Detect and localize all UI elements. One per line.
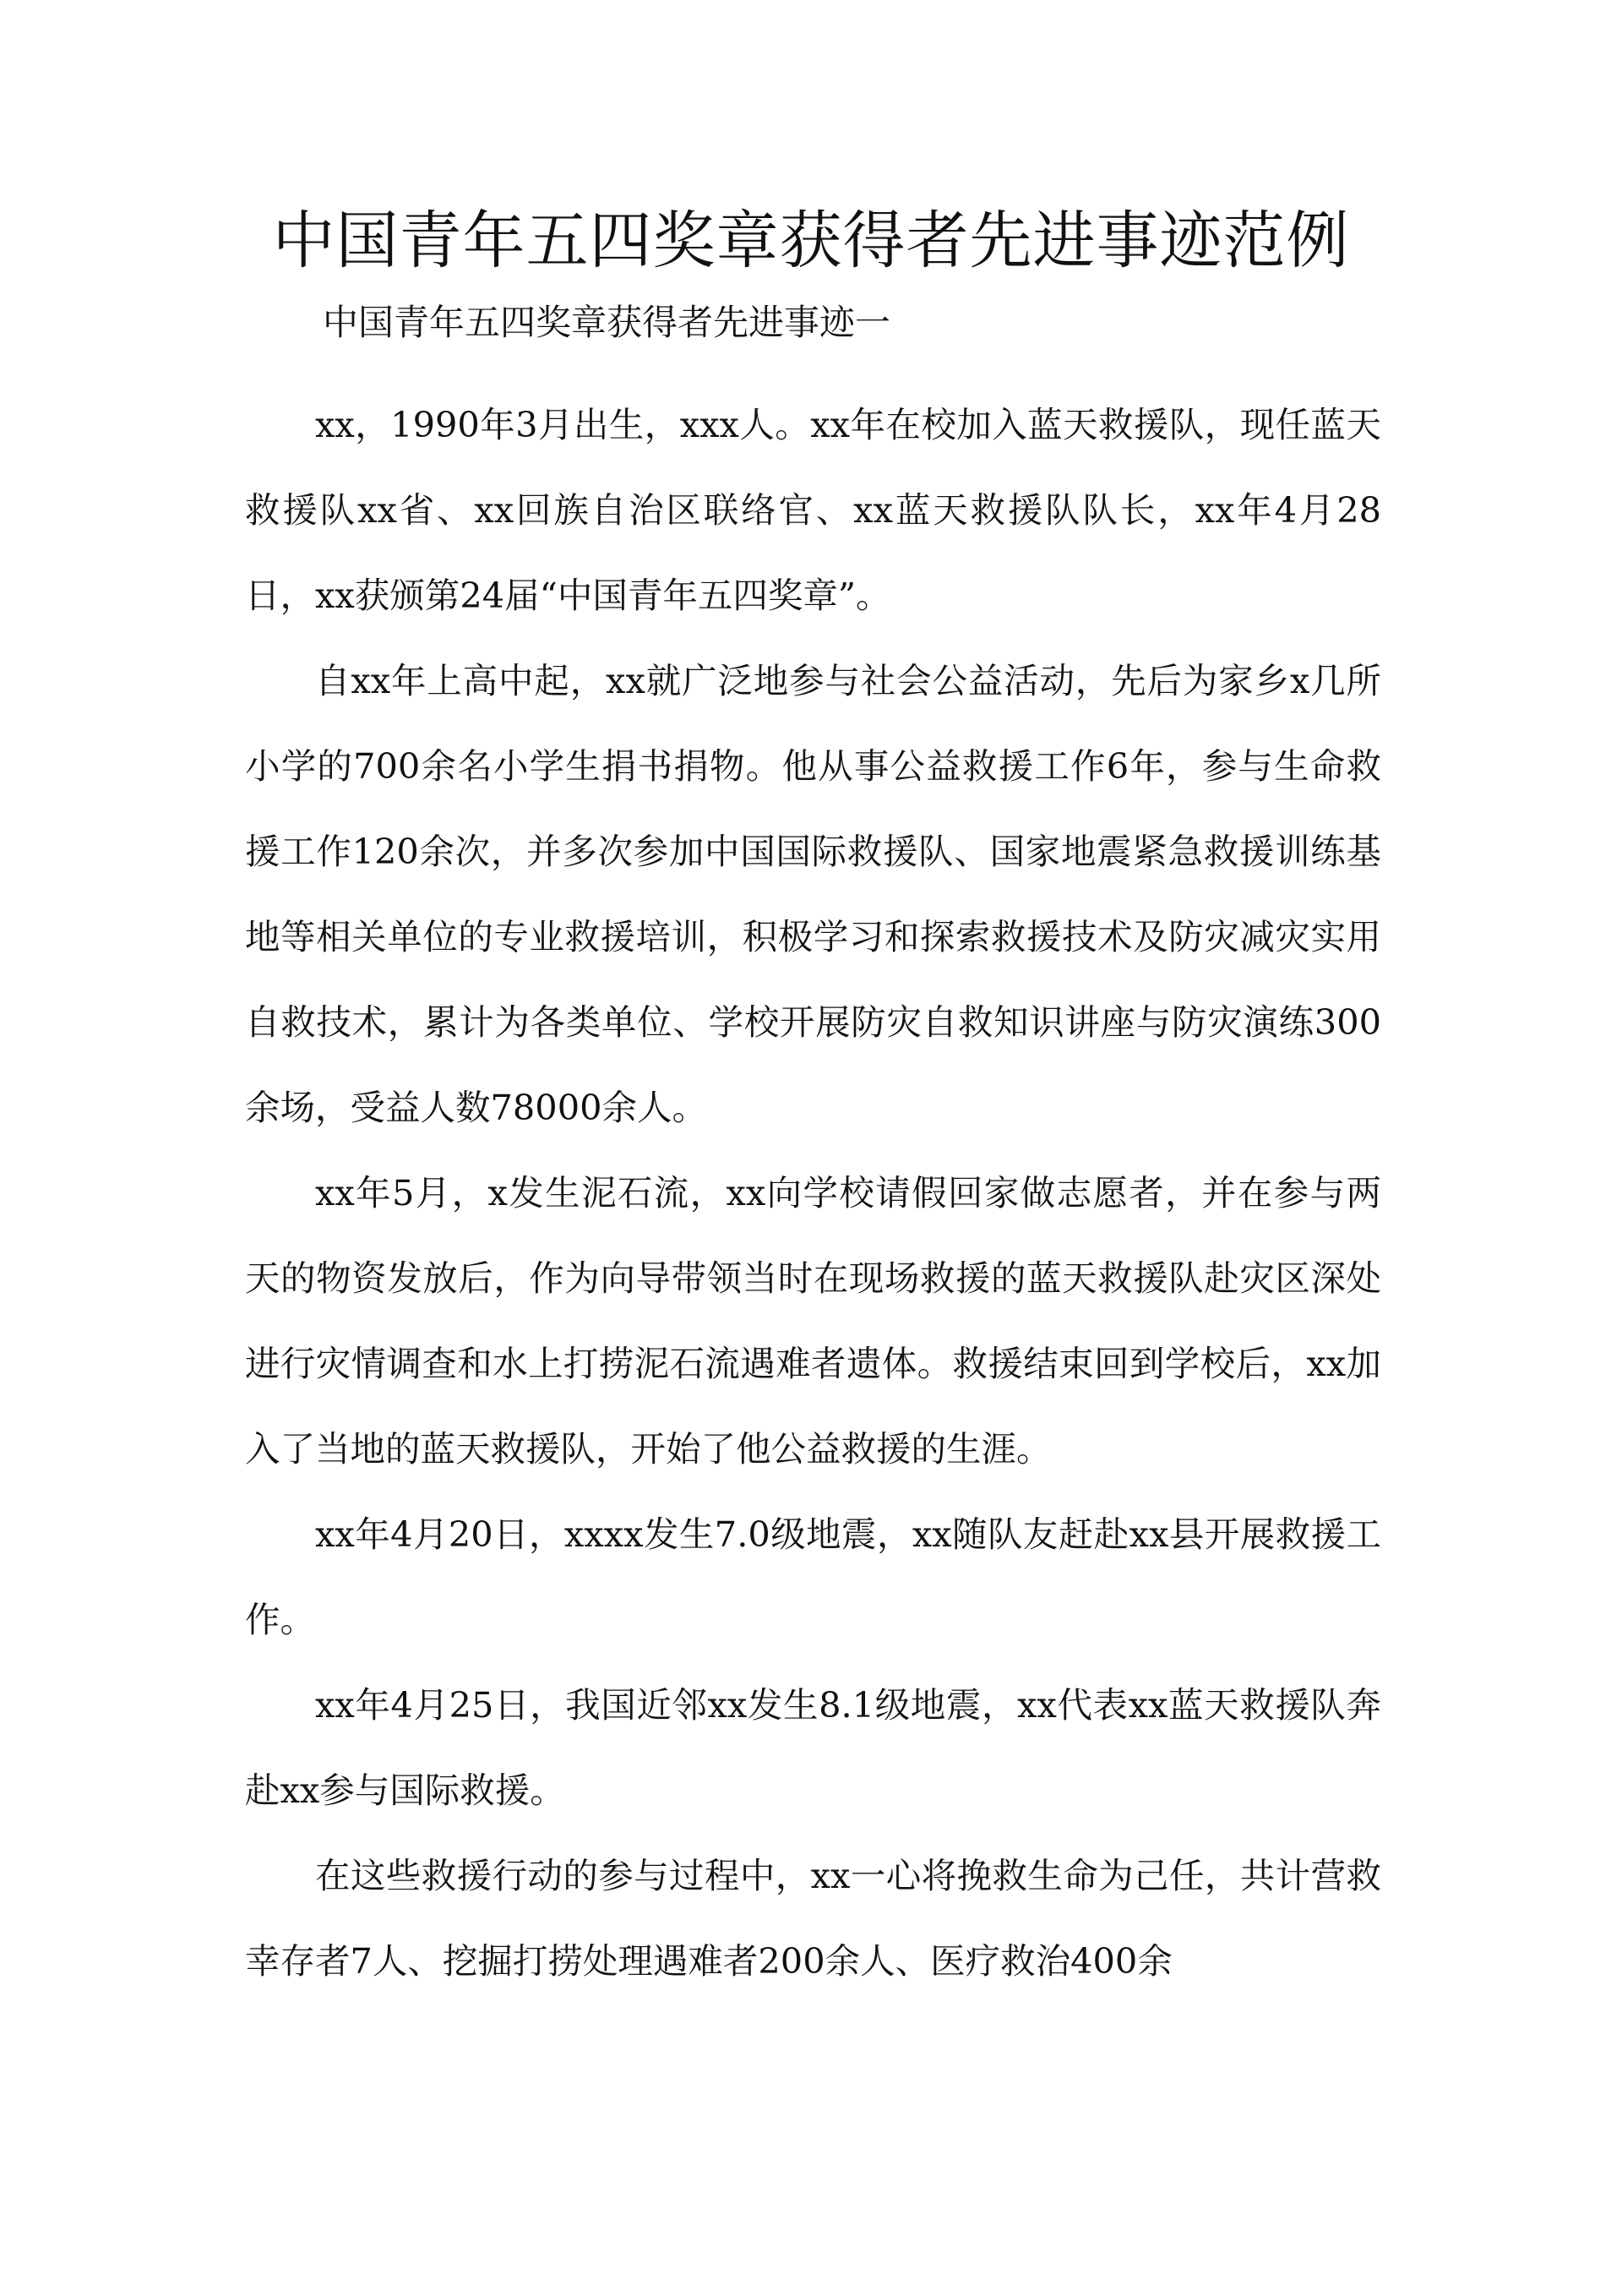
paragraph: xx年4月25日，我国近邻xx发生8.1级地震，xx代表xx蓝天救援队奔赴xx参与国际救援。 <box>245 1684 1381 1811</box>
paragraph: xx，1990年3月出生，xxx人。xx年在校加入蓝天救援队，现任蓝天救援队xx省、xx回族自治区联络官、xx蓝天救援队队长，xx年4月28日，xx获颁第24届“中国青年五四奖章”。 <box>245 404 1381 616</box>
document-title: 中国青年五四奖章获得者先进事迹范例 <box>272 205 1350 277</box>
paragraph: xx年5月，x发生泥石流，xx向学校请假回家做志愿者，并在参与两天的物资发放后，作为向导带领当时在现场救援的蓝天救援队赴灾区深处进行灾情调查和水上打捞泥石流遇难者遗体。救援结束回到学校后，xx加入了当地的蓝天救援队，开始了他公益救援的生涯。 <box>245 1172 1381 1470</box>
document-subtitle: 中国青年五四奖章获得者先进事迹一 <box>323 302 891 343</box>
paragraph: 自xx年上高中起，xx就广泛地参与社会公益活动，先后为家乡x几所小学的700余名小学生捐书捐物。他从事公益救援工作6年，参与生命救援工作120余次，并多次参加中国国际救援队、国家地震紧急救援训练基地等相关单位的专业救援培训，积极学习和探索救援技术及防灾减灾实用自救技术，累计为各类单位、学校开展防灾自救知识讲座与防灾演练300余场，受益人数78000余人。 <box>245 660 1381 1128</box>
document-body <box>245 382 1381 2004</box>
paragraph: 在这些救援行动的参与过程中，xx一心将挽救生命为己任，共计营救幸存者7人、挖掘打捞处理遇难者200余人、医疗救治400余 <box>245 1855 1381 1982</box>
paragraph: xx年4月20日，xxxx发生7.0级地震，xx随队友赶赴xx县开展救援工作。 <box>245 1513 1381 1640</box>
